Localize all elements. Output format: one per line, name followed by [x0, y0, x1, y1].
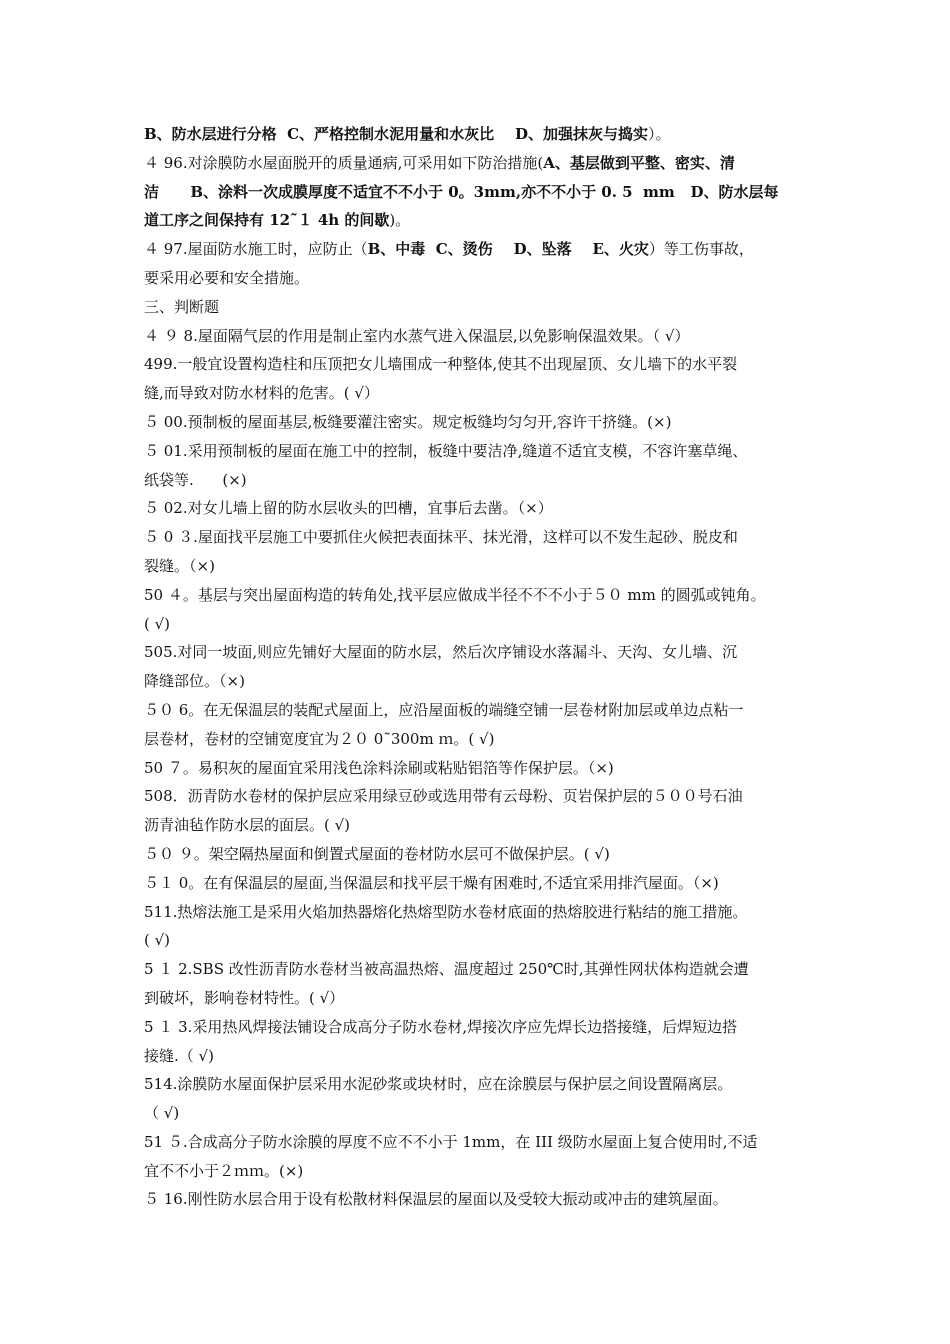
text-segment: ( √)	[144, 931, 171, 950]
text-line	[144, 120, 824, 149]
paragraph-q502	[144, 494, 824, 523]
text-line	[144, 1042, 824, 1071]
paragraph-q503	[144, 523, 824, 581]
text-segment: ４ 97.屋面防水施工时，应防止（	[144, 240, 368, 259]
text-segment: ５ 02.对女儿墙上留的防水层收头的凹槽，宜事后去凿。（×）	[144, 499, 553, 518]
text-line	[144, 1013, 824, 1042]
text-segment: 缝,而导致对防水材料的危害。( √）	[144, 384, 379, 403]
text-segment: 514.涂膜防水屋面保护层采用水泥砂浆或块材时，应在涂膜层与保护层之间设置隔离层。	[144, 1075, 733, 1094]
paragraph-q509	[144, 840, 824, 869]
bold-answer: 道工序之间保持有 12˜１ 4h 的间歇	[144, 211, 390, 230]
paragraph-q516	[144, 1185, 824, 1214]
text-segment: （ √)	[144, 1104, 180, 1123]
text-line	[144, 494, 824, 523]
text-line	[144, 149, 824, 178]
paragraph-q501	[144, 437, 824, 495]
text-line	[144, 1157, 824, 1186]
bold-answer: B、中毒 C、烫伤 D、坠落 E、火灾	[367, 240, 649, 259]
text-segment: 508．沥青防水卷材的保护层应采用绿豆砂或选用带有云母粉、页岩保护层的５００号石油	[144, 787, 743, 806]
text-line	[144, 1185, 824, 1214]
text-line	[144, 926, 824, 955]
paragraph-q497	[144, 235, 824, 293]
text-line	[144, 581, 824, 610]
text-segment: 511.热熔法施工是采用火焰加热器熔化热熔型防水卷材底面的热熔胶进行粘结的施工措施。	[144, 902, 748, 921]
text-line	[144, 1128, 824, 1157]
text-line	[144, 293, 824, 322]
text-line	[144, 350, 824, 379]
paragraph-q496	[144, 149, 824, 235]
text-segment: ４ ９ 8.屋面隔气层的作用是制止室内水蒸气进入保温层,以免影响保温效果。（ √）	[144, 326, 690, 345]
paragraph-sec3	[144, 293, 824, 322]
paragraph-q507	[144, 754, 824, 783]
text-segment: 505.对同一坡面,则应先铺好大屋面的防水层，然后次序铺设水落漏斗、天沟、女儿墙、沉	[144, 643, 738, 662]
bold-answer: A、基层做到平整、密实、清	[543, 153, 735, 172]
text-segment: ５１ 0。在有保温层的屋面,当保温层和找平层干燥有困难时,不适宜采用排汽屋面。（×)	[144, 873, 719, 892]
text-segment: 接缝.（ √)	[144, 1046, 214, 1065]
text-line	[144, 235, 824, 264]
text-segment: 50 ７。易积灰的屋面宜采用浅色涂料涂刷或粘贴铝箔等作保护层。（×)	[144, 758, 614, 777]
text-line	[144, 437, 824, 466]
text-line	[144, 984, 824, 1013]
paragraph-q508	[144, 782, 824, 840]
text-segment: ５ 16.刚性防水层合用于设有松散材料保温层的屋面以及受较大振动或冲击的建筑屋面。	[144, 1190, 728, 1209]
text-segment: 5 １ 2.SBS 改性沥青防水卷材当被高温热熔、温度超过 250℃时,其弹性网状体构造就会遭	[144, 960, 749, 979]
paragraph-q505	[144, 638, 824, 696]
text-line	[144, 869, 824, 898]
text-line	[144, 667, 824, 696]
text-segment: ）等工伤事故，	[648, 240, 754, 259]
text-line	[144, 638, 824, 667]
paragraph-q511	[144, 898, 824, 956]
text-segment: 宜不不小于２ｍｍ。(×)	[144, 1161, 304, 1180]
text-segment: 沥青油毡作防水层的面层。( √)	[144, 816, 351, 835]
paragraph-q498	[144, 322, 824, 351]
text-segment: 三、判断题	[144, 297, 220, 316]
text-segment: 50 ４。基层与突出屋面构造的转角处,找平层应做成半径不不不小于５０ mm 的圆弧或钝角。	[144, 585, 766, 604]
text-line	[144, 206, 824, 235]
text-line	[144, 840, 824, 869]
bold-answer: B、防水层进行分格 C、严格控制水泥用量和水灰比 D、加强抹灰与捣实	[144, 125, 648, 143]
text-line	[144, 811, 824, 840]
text-line	[144, 408, 824, 437]
bold-answer: 洁 B、涂料一次成膜厚度不适宜不不小于 0。3mm,亦不不小于 0. 5 mm D、防水层每	[144, 182, 779, 201]
text-line	[144, 782, 824, 811]
text-segment: ５０ ９。架空隔热屋面和倒置式屋面的卷材防水层可不做保护层。( √)	[144, 844, 610, 863]
text-line	[144, 264, 824, 293]
text-line	[144, 754, 824, 783]
text-line	[144, 696, 824, 725]
paragraph-q512	[144, 955, 824, 1013]
text-segment: 要采用必要和安全措施。	[144, 268, 310, 287]
text-line	[144, 1099, 824, 1128]
paragraph-q499	[144, 350, 824, 408]
text-line	[144, 552, 824, 581]
text-segment: 499.一般宜设置构造柱和压顶把女儿墙围成一种整体,使其不出现屋顶、女儿墙下的水平裂	[144, 355, 738, 374]
text-line	[144, 610, 824, 639]
text-line	[144, 898, 824, 927]
paragraph-q514	[144, 1070, 824, 1128]
paragraph-p495_cont	[144, 120, 824, 149]
paragraph-q506	[144, 696, 824, 754]
text-line	[144, 379, 824, 408]
text-segment: ( √)	[144, 614, 171, 633]
text-segment: 层卷材，卷材的空铺宽度宜为２０ 0˜300m ｍ。( √)	[144, 729, 495, 748]
text-segment: 纸袋等. (×)	[144, 470, 247, 489]
text-line	[144, 955, 824, 984]
text-segment: 降缝部位。（×)	[144, 672, 245, 691]
text-segment: ５ 00.预制板的屋面基层,板缝要灌注密实。规定板缝均匀匀开,容许干挤缝。(×)	[144, 412, 672, 431]
text-line	[144, 178, 824, 207]
document-page	[144, 120, 824, 1214]
text-line	[144, 322, 824, 351]
paragraph-q515	[144, 1128, 824, 1186]
paragraph-q513	[144, 1013, 824, 1071]
text-segment: 裂缝。（×)	[144, 556, 215, 575]
text-line	[144, 523, 824, 552]
text-segment: ５ 01.采用预制板的屋面在施工中的控制，板缝中要洁净,缝道不适宜支模，不容许塞草绳、	[144, 441, 748, 460]
text-segment: 5 １ 3.采用热风焊接法铺设合成高分子防水卷材,焊接次序应先焊长边搭接缝，后焊短边搭	[144, 1017, 738, 1036]
paragraph-q500	[144, 408, 824, 437]
paragraph-q504	[144, 581, 824, 639]
text-segment: ４ 96.对涂膜防水屋面脱开的质量通病,可采用如下防治措施(	[144, 153, 544, 172]
text-segment: ）。	[647, 125, 671, 143]
text-line	[144, 466, 824, 495]
text-segment: ５０ 6。在无保温层的装配式屋面上，应沿屋面板的端缝空铺一层卷材附加层或单边点粘一	[144, 700, 744, 719]
text-segment: 51 ５.合成高分子防水涂膜的厚度不应不不小于 1mm，在 III 级防水屋面上复合使用时,不适	[144, 1132, 758, 1151]
paragraph-q510	[144, 869, 824, 898]
text-segment: 到破坏，影响卷材特性。( √）	[144, 988, 345, 1007]
text-line	[144, 725, 824, 754]
text-segment: ５ 0 ３.屋面找平层施工中要抓住火候把表面抹平、抹光滑，这样可以不发生起砂、脱皮和	[144, 528, 738, 547]
text-line	[144, 1070, 824, 1099]
text-segment: )。	[389, 211, 411, 230]
